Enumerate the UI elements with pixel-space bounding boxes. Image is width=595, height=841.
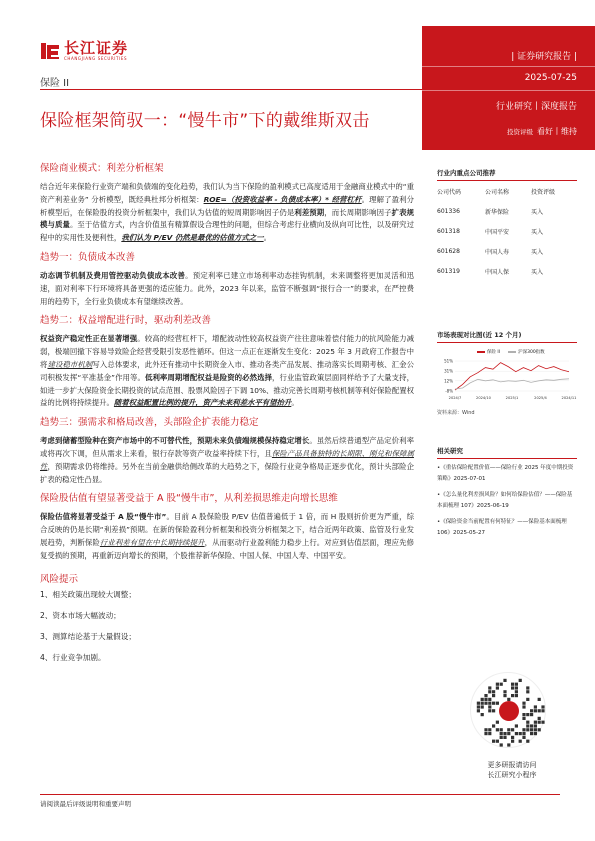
qr-module bbox=[488, 686, 491, 689]
qr-module bbox=[481, 705, 484, 708]
text-run: ROE=（投资收益率 - 负债成本率）* 经营杠杆 bbox=[203, 194, 362, 204]
qr-module bbox=[488, 709, 491, 712]
qr-module bbox=[526, 740, 529, 743]
qr-module bbox=[484, 732, 487, 735]
legend-label: 沪深300指数 bbox=[518, 350, 545, 355]
panel-divider bbox=[422, 66, 595, 67]
related-item[interactable]: •《重估保险配置价值——保险行业 2025 年度中期投资策略》2025-07-01 bbox=[437, 465, 574, 482]
qr-module bbox=[526, 721, 529, 724]
logo-icon bbox=[40, 41, 60, 61]
related-item[interactable]: •《怎么量化利差损风险？如何给保险估值？——保险基本面梳理 107》2025-06-19 bbox=[437, 492, 573, 509]
qr-module bbox=[522, 717, 525, 720]
qr-module bbox=[507, 732, 510, 735]
qr-module bbox=[500, 732, 503, 735]
related-research-block bbox=[437, 446, 577, 544]
section-heading: 保险商业模式：利差分析框架 bbox=[40, 163, 164, 174]
text-run: 保险估值将显著受益于 A 股“慢牛市” bbox=[40, 512, 167, 522]
qr-module bbox=[488, 702, 491, 705]
series-line-1 bbox=[455, 379, 569, 389]
qr-module bbox=[496, 702, 499, 705]
text-run: 。预定利率已建立市场利率动态挂钩机制，未来调整将更加灵活和迅速，面对利率下行环境将具备更强的适应能力。此外，2023 年以来，监管不断强调“报行合一”的要求，在严控费用的趋势下，全行业负债成本有望继续改善。 bbox=[40, 270, 414, 306]
qr-caption-line: 更多研报请访问 bbox=[487, 761, 537, 769]
text-run: 。 bbox=[263, 233, 272, 243]
table-cell: 新华保险 bbox=[485, 208, 510, 216]
brand-name-cn: 长江证券 bbox=[64, 39, 129, 57]
qr-module bbox=[526, 713, 529, 716]
risk-item: 1、相关政策出现较大调整； bbox=[40, 589, 136, 599]
text-run: 随着权益配置比例的提升，资产未来利差水平有望抬升 bbox=[113, 398, 292, 408]
qr-module bbox=[511, 683, 514, 686]
qr-module bbox=[492, 740, 495, 743]
report-date: 2025-07-25 bbox=[524, 73, 577, 83]
qr-module bbox=[522, 728, 525, 731]
legend-swatch bbox=[477, 351, 485, 353]
qr-module bbox=[503, 679, 506, 682]
side-divider bbox=[437, 342, 577, 343]
qr-code[interactable] bbox=[470, 672, 546, 748]
qr-module bbox=[488, 690, 491, 693]
qr-module bbox=[500, 728, 503, 731]
risk-list bbox=[40, 589, 414, 664]
text-run: 利差预期 bbox=[294, 207, 325, 217]
risk-heading: 风险提示 bbox=[40, 573, 79, 585]
qr-module bbox=[484, 694, 487, 697]
qr-module bbox=[503, 690, 506, 693]
main-content bbox=[40, 162, 414, 673]
qr-module bbox=[511, 694, 514, 697]
qr-module bbox=[534, 732, 537, 735]
chart-source: 资料来源：Wind bbox=[437, 410, 475, 416]
qr-module bbox=[492, 690, 495, 693]
qr-module bbox=[515, 690, 518, 693]
brand-logo bbox=[40, 40, 128, 62]
qr-module bbox=[530, 728, 533, 731]
qr-module bbox=[496, 683, 499, 686]
text-run: 写入总体要求，此外还有推动中长期资金入市、推动各类产品发展、推动落实长周期考核、汇金公司积极发挥“平准基金”作用等。 bbox=[40, 359, 414, 382]
table-cell: 买入 bbox=[531, 248, 544, 256]
panel-divider bbox=[422, 90, 595, 91]
qr-module bbox=[507, 743, 510, 746]
qr-module bbox=[522, 736, 525, 739]
rating-value: 看好丨维持 bbox=[537, 127, 577, 136]
qr-module bbox=[503, 732, 506, 735]
qr-module bbox=[522, 705, 525, 708]
table-row bbox=[437, 261, 577, 281]
text-run: 考虑到储蓄型险种在资产市场中的不可替代性，预期未来负债端规模保持稳定增长 bbox=[40, 436, 310, 446]
text-run: 。 bbox=[291, 398, 299, 408]
text-run: 我们认为 P/EV 仍然是最优的估值方式之一 bbox=[121, 233, 264, 243]
text-run: 行业利差有望在中长期持续提升 bbox=[99, 537, 205, 547]
qr-module bbox=[526, 728, 529, 731]
qr-module bbox=[492, 694, 495, 697]
qr-module bbox=[477, 709, 480, 712]
section-paragraph bbox=[40, 270, 414, 308]
qr-module bbox=[507, 728, 510, 731]
x-tick-label: 2025/1 bbox=[505, 396, 519, 400]
text-run: 。目前 A 股保险股 P/EV 估值普遍低于 1 倍，而 H 股则折价更为严重，综合反映的仍是长期“利差损”预期。在新的保险盈利分析框架和投资分析框架之下，结合近两年政策、监管及行业发展趋势，判断保险 bbox=[40, 512, 414, 547]
qr-module bbox=[538, 721, 541, 724]
table-cell: 买入 bbox=[531, 228, 544, 236]
table-header: 公司代码 bbox=[437, 188, 462, 196]
qr-module bbox=[481, 702, 484, 705]
table-row bbox=[437, 201, 577, 221]
qr-module bbox=[530, 732, 533, 735]
text-run: 权益资产稳定性正在显著增强 bbox=[40, 334, 138, 344]
risk-item: 3、测算结论基于大量假设； bbox=[40, 631, 136, 641]
qr-module bbox=[496, 721, 499, 724]
text-run: 。虽然后续普通型产品定价利率或将再次下调，但从需求上来看，银行存款等资产收益率持续下行，且 bbox=[40, 436, 414, 458]
qr-module bbox=[488, 705, 491, 708]
table-row bbox=[437, 221, 577, 241]
text-run: 。至于估值方式，内含价值虽有精算假设合理性的问题，但综合考虑行业横向及纵向可比性，以及研究过程中的实用性及便利性， bbox=[40, 220, 414, 243]
header-divider bbox=[40, 89, 422, 90]
rating-label: 投资评级 bbox=[507, 128, 533, 136]
qr-module bbox=[511, 728, 514, 731]
qr-module bbox=[488, 698, 491, 701]
qr-module bbox=[484, 728, 487, 731]
related-list bbox=[437, 463, 577, 539]
text-run: ，从而驱动行业盈利能力稳步上行。对应到估值层面，理应先修复受损的预期，再重新迈向增长的预期，个股推荐新华保险、中国人保、中国人寿、中国平安。 bbox=[40, 537, 414, 560]
qr-module bbox=[526, 690, 529, 693]
qr-module bbox=[530, 713, 533, 716]
industry-label: 保险 II bbox=[40, 78, 70, 89]
text-run: 。较高的经营杠杆下，增配波动性较高权益资产往往意味着偿付能力的抗风险能力减弱，极端回撤下容易导致险企经营受限引发恶性循环。但这一点正在逐渐发生变化：2025 年 3 月政府工作报告中将 bbox=[40, 334, 414, 369]
text-run: ，而长周期影响因子 bbox=[324, 207, 392, 217]
table-row bbox=[437, 241, 577, 261]
legend-label: 保险 II bbox=[487, 350, 501, 355]
section-heading: 趋势一：负债成本改善 bbox=[40, 251, 136, 263]
report-info-panel bbox=[422, 26, 595, 150]
section-paragraph bbox=[40, 511, 414, 562]
report-type: | 证券研究报告 | bbox=[511, 52, 577, 62]
qr-module bbox=[522, 713, 525, 716]
chart-title: 市场表现对比图(近 12 个月) bbox=[437, 331, 522, 339]
table-cell: 601336 bbox=[437, 207, 460, 215]
qr-module bbox=[503, 694, 506, 697]
qr-module bbox=[503, 736, 506, 739]
recommend-table bbox=[437, 181, 577, 281]
table-header: 投资评级 bbox=[531, 188, 556, 196]
text-run: 扩表规模与质量 bbox=[40, 207, 414, 230]
related-item[interactable]: •《保险资金当前配置有何特征？——保险基本面梳理 106》2025-05-27 bbox=[437, 519, 567, 536]
x-tick-label: 2024/11 bbox=[561, 396, 577, 400]
table-cell: 中国人保 bbox=[485, 268, 510, 276]
qr-module bbox=[534, 728, 537, 731]
qr-module bbox=[526, 686, 529, 689]
qr-module bbox=[481, 713, 484, 716]
brand-name-en: CHANGJIANG SECURITIES bbox=[64, 56, 128, 61]
investment-rating bbox=[507, 126, 577, 137]
x-tick-label: 2025/4 bbox=[534, 396, 547, 400]
recommend-title: 行业内重点公司推荐 bbox=[437, 169, 496, 177]
qr-module bbox=[511, 740, 514, 743]
qr-module bbox=[530, 709, 533, 712]
section-heading: 保险股估值有望显著受益于 A 股“慢牛市”，从利差损思维走向增长思维 bbox=[40, 493, 338, 505]
risk-item: 4、行业竞争加剧。 bbox=[40, 652, 106, 662]
text-run: ，行业监管政策层面同样给予了大量支持，如进一步扩大保险资金长期投资的试点范围、股票风险因子下调 10%、推动完善长周期考核机制等利好保险配置权益的比例将持续提升。 bbox=[40, 372, 414, 408]
y-tick-label: -8% bbox=[445, 388, 453, 394]
qr-module bbox=[496, 728, 499, 731]
qr-module bbox=[500, 743, 503, 746]
sections bbox=[40, 162, 414, 563]
side-divider bbox=[437, 458, 577, 459]
qr-module bbox=[511, 736, 514, 739]
table-cell: 中国平安 bbox=[485, 228, 510, 236]
research-type: 行业研究丨深度报告 bbox=[495, 102, 577, 112]
qr-module bbox=[534, 709, 537, 712]
recommend-table-block bbox=[437, 168, 577, 281]
y-tick-label: 12% bbox=[444, 378, 453, 384]
qr-module bbox=[515, 694, 518, 697]
qr-module bbox=[526, 698, 529, 701]
report-title: 保险框架简驭一：“慢牛市”下的戴维斯双击 bbox=[40, 111, 370, 131]
qr-module bbox=[492, 702, 495, 705]
qr-module bbox=[541, 705, 544, 708]
qr-module bbox=[519, 732, 522, 735]
y-tick-label: 31% bbox=[444, 368, 453, 374]
table-header-row bbox=[437, 181, 577, 201]
qr-module bbox=[477, 705, 480, 708]
qr-caption bbox=[437, 760, 587, 780]
footer-disclaimer: 请阅读最后评级说明和重要声明 bbox=[40, 800, 131, 808]
qr-module bbox=[488, 728, 491, 731]
qr-module bbox=[534, 724, 537, 727]
qr-module bbox=[538, 728, 541, 731]
section-paragraph bbox=[40, 333, 414, 410]
risk-item: 2、资本市场大幅波动； bbox=[40, 610, 121, 620]
table-cell: 601318 bbox=[437, 227, 460, 235]
qr-module bbox=[538, 709, 541, 712]
table-cell: 601319 bbox=[437, 267, 460, 275]
qr-module bbox=[488, 732, 491, 735]
related-title: 相关研究 bbox=[437, 447, 463, 455]
section-paragraph bbox=[40, 435, 414, 486]
market-chart bbox=[437, 355, 577, 403]
table-cell: 601628 bbox=[437, 247, 460, 255]
qr-module bbox=[538, 717, 541, 720]
qr-module bbox=[538, 698, 541, 701]
qr-module bbox=[541, 721, 544, 724]
qr-logo-icon bbox=[499, 701, 519, 721]
qr-module bbox=[496, 740, 499, 743]
qr-module bbox=[519, 679, 522, 682]
section-heading: 趋势三：强需求和格局改善，头部险企扩表能力稳定 bbox=[40, 417, 259, 429]
qr-module bbox=[484, 702, 487, 705]
text-run: ，预期需求仍将维持。另外在当前金融供给侧改革的大趋势之下，保险行业竞争格局正逐步优化，预计头部险企扩表的稳定性凸显。 bbox=[40, 461, 414, 484]
qr-module bbox=[541, 709, 544, 712]
table-cell: 买入 bbox=[531, 208, 544, 216]
qr-module bbox=[500, 683, 503, 686]
text-run: 结合近年来保险行业资产端和负债端的变化趋势，我们认为当下保险的盈利模式已高度适用于金融商业模式中的“重资产利差业务” 分析模型，既经典杜邦分析框架： bbox=[40, 182, 414, 204]
qr-module bbox=[496, 686, 499, 689]
y-tick-label: 51% bbox=[444, 358, 453, 364]
qr-module bbox=[530, 724, 533, 727]
text-run: 动态调节机制及费用管控驱动负债成本改善 bbox=[40, 270, 186, 280]
x-tick-label: 2024/7 bbox=[448, 396, 462, 400]
qr-module bbox=[511, 686, 514, 689]
qr-module bbox=[534, 721, 537, 724]
qr-module bbox=[477, 702, 480, 705]
text-run: 低利率周期增配权益是险资的必然选择 bbox=[144, 372, 273, 382]
qr-module bbox=[492, 724, 495, 727]
series-line-0 bbox=[455, 363, 569, 390]
section-paragraph bbox=[40, 181, 414, 245]
qr-module bbox=[492, 709, 495, 712]
qr-module bbox=[500, 736, 503, 739]
text-run: 保险产品具备独特的长期限、刚兑和保障属性 bbox=[40, 448, 414, 471]
qr-module bbox=[515, 724, 518, 727]
qr-module bbox=[519, 740, 522, 743]
x-tick-label: 2024/10 bbox=[476, 396, 491, 400]
table-cell: 中国人寿 bbox=[485, 248, 510, 256]
qr-module bbox=[515, 686, 518, 689]
footer-divider bbox=[40, 794, 560, 795]
qr-module bbox=[515, 683, 518, 686]
qr-module bbox=[481, 698, 484, 701]
table-header: 公司名称 bbox=[485, 188, 510, 196]
qr-module bbox=[522, 702, 525, 705]
section-heading: 趋势二：权益增配进行时，驱动利差改善 bbox=[40, 315, 212, 327]
qr-module bbox=[522, 732, 525, 735]
qr-module bbox=[534, 705, 537, 708]
qr-module bbox=[484, 698, 487, 701]
text-run: 建设稳市机制 bbox=[47, 359, 93, 369]
qr-module bbox=[526, 724, 529, 727]
market-chart-block bbox=[437, 330, 577, 416]
text-run: 。理解了盈利分析模型后，在保险股的投资分析框架中，我们认为估值的短周期影响因子仍是 bbox=[40, 194, 414, 217]
table-cell: 买入 bbox=[531, 268, 544, 276]
legend-swatch bbox=[508, 351, 516, 353]
qr-caption-line: 长江研究小程序 bbox=[487, 771, 537, 779]
qr-module bbox=[515, 732, 518, 735]
